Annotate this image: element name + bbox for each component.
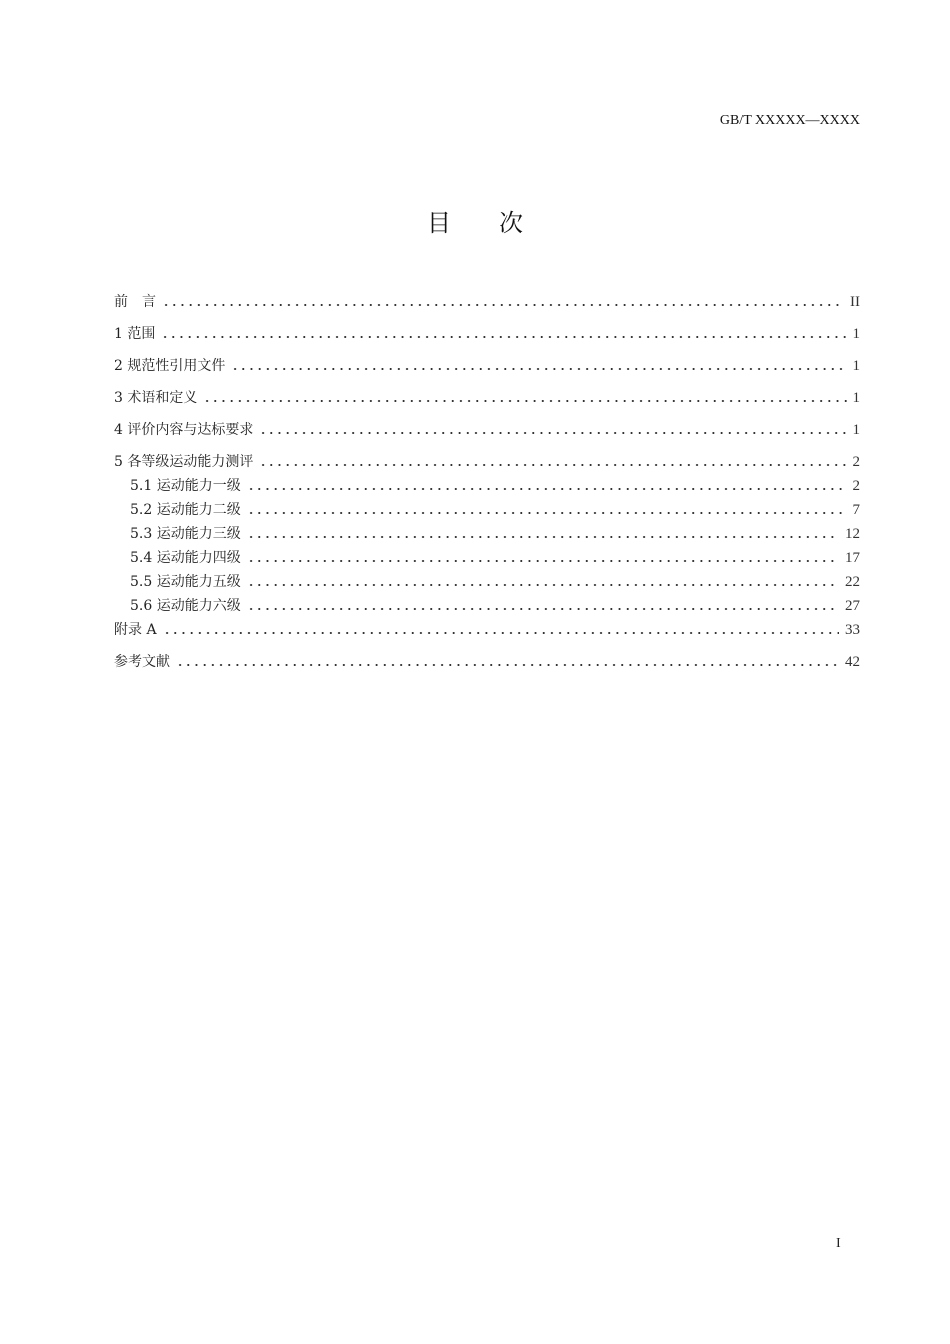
toc-entry-level-4[interactable] — [130, 547, 860, 567]
dot-leader — [247, 572, 839, 586]
standard-code: GB/T XXXXX—XXXX — [719, 113, 860, 128]
toc-entry-page: II — [850, 294, 860, 310]
toc-entry-page: 1 — [852, 390, 860, 406]
page-title — [0, 203, 950, 238]
toc-entry-normative-references[interactable] — [114, 355, 860, 375]
toc-entry-page: 2 — [852, 478, 860, 494]
toc-entry-label: 5.1 运动能力一级 — [130, 478, 241, 494]
title-char-2: 次 — [499, 209, 523, 237]
dot-leader — [161, 324, 846, 338]
toc-entry-evaluation-content[interactable] — [114, 419, 860, 439]
dot-leader — [247, 524, 839, 538]
toc-entry-level-3[interactable] — [130, 523, 860, 543]
toc-entry-label: 2 规范性引用文件 — [114, 358, 226, 374]
dot-leader — [247, 596, 839, 610]
toc-entry-page: 1 — [852, 326, 860, 342]
toc-entry-label: 附录 A — [114, 622, 157, 638]
toc-entry-page: 2 — [852, 454, 860, 470]
toc-entry-level-5[interactable] — [130, 571, 860, 591]
toc-entry-label: 5.3 运动能力三级 — [130, 526, 241, 542]
toc-entry-label: 5.2 运动能力二级 — [130, 502, 241, 518]
toc-entry-label: 参考文献 — [114, 654, 170, 670]
toc-entry-page: 42 — [845, 654, 860, 670]
dot-leader — [247, 548, 839, 562]
toc-entry-page: 22 — [845, 574, 860, 590]
toc-entry-foreword[interactable] — [114, 291, 860, 311]
toc-entry-page: 1 — [852, 422, 860, 438]
toc-entry-label: 5.6 运动能力六级 — [130, 598, 241, 614]
toc-entry-label: 5.5 运动能力五级 — [130, 574, 241, 590]
dot-leader — [247, 476, 847, 490]
dot-leader — [163, 620, 839, 634]
toc-entry-label: 4 评价内容与达标要求 — [114, 422, 254, 438]
dot-leader — [203, 388, 846, 402]
toc-entry-page: 12 — [845, 526, 860, 542]
toc-entry-label: 前 言 — [114, 294, 156, 310]
dot-leader — [259, 452, 846, 466]
toc-entry-page: 17 — [845, 550, 860, 566]
toc-entry-label: 5.4 运动能力四级 — [130, 550, 241, 566]
dot-leader — [259, 420, 846, 434]
toc-entry-appendix-a[interactable] — [114, 619, 860, 639]
title-char-1: 目 — [427, 209, 451, 237]
toc-entry-level-1[interactable] — [130, 475, 860, 495]
toc-entry-label: 3 术语和定义 — [114, 390, 198, 406]
dot-leader — [231, 356, 846, 370]
toc-entry-level-2[interactable] — [130, 499, 860, 519]
toc-entry-bibliography[interactable] — [114, 651, 860, 671]
toc-entry-label: 5 各等级运动能力测评 — [114, 454, 254, 470]
dot-leader — [247, 500, 847, 514]
toc-entry-page: 1 — [852, 358, 860, 374]
toc-entry-scope[interactable] — [114, 323, 860, 343]
dot-leader — [176, 652, 839, 666]
dot-leader — [162, 292, 844, 306]
page-number: I — [836, 1236, 841, 1251]
toc-entry-level-6[interactable] — [130, 595, 860, 615]
toc-entry-page: 7 — [852, 502, 860, 518]
toc-entry-level-assessment[interactable] — [114, 451, 860, 471]
toc-entry-terms-definitions[interactable] — [114, 387, 860, 407]
toc-entry-page: 33 — [845, 622, 860, 638]
toc-entry-label: 1 范围 — [114, 326, 156, 342]
toc-entry-page: 27 — [845, 598, 860, 614]
